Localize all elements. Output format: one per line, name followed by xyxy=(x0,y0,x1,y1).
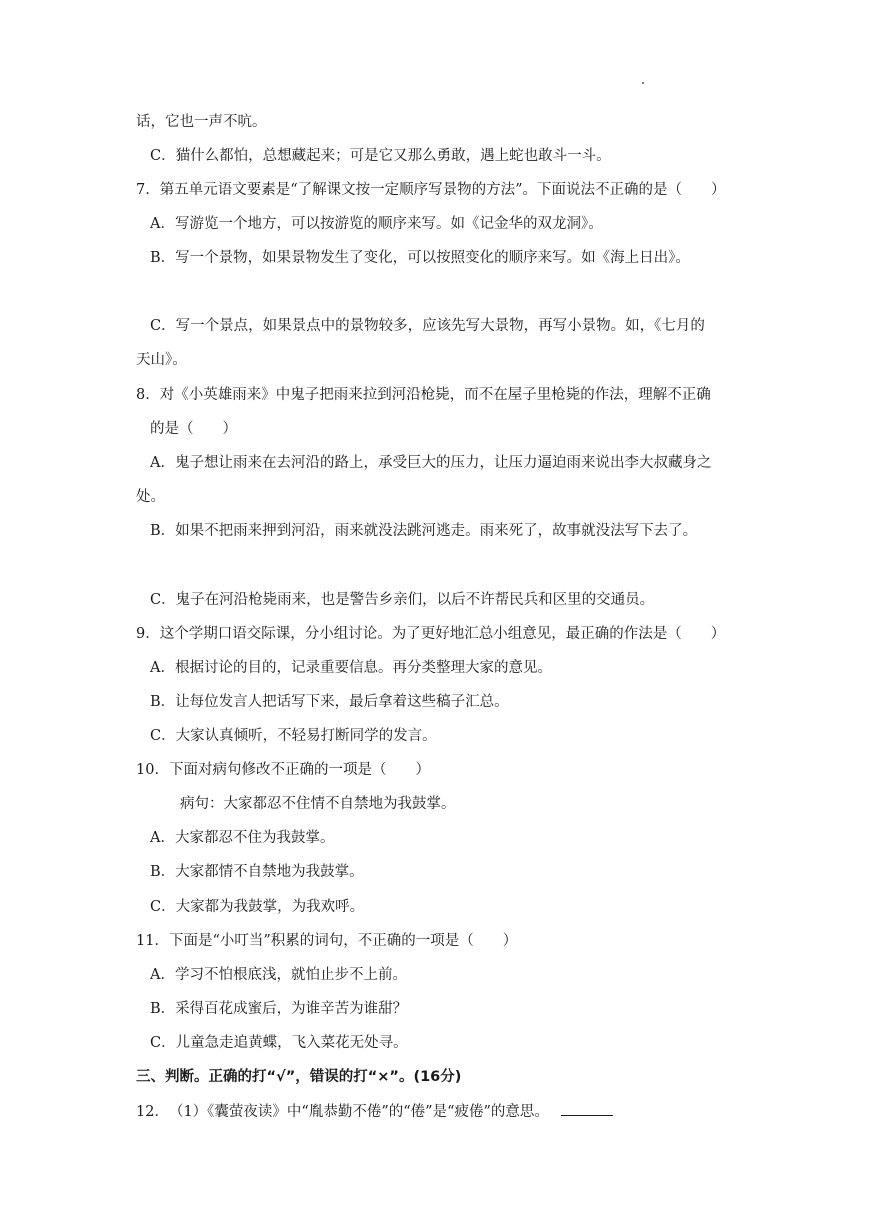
option-b-q10: B．大家都情不自禁地为我鼓掌。 xyxy=(150,864,364,880)
answer-blank[interactable] xyxy=(561,1101,613,1116)
option-a-q8-cont: 处。 xyxy=(136,489,165,505)
option-c-q6: C．猫什么都怕，总想藏起来；可是它又那么勇敢，遇上蛇也敢斗一斗。 xyxy=(150,148,611,164)
option-b-q7: B．写一个景物，如果景物发生了变化，可以按照变化的顺序来写。如《海上日出》。 xyxy=(150,250,690,266)
question-10: 10．下面对病句修改不正确的一项是（ ） xyxy=(136,762,430,778)
question-8: 8．对《小英雄雨来》中鬼子把雨来拉到河沿枪毙，而不在屋子里枪毙的作法，理解不正确 xyxy=(136,387,711,403)
question-7: 7．第五单元语文要素是“了解课文按一定顺序写景物的方法”。下面说法不正确的是（ ） xyxy=(136,182,726,198)
question-11: 11．下面是“小叮当”积累的词句，不正确的一项是（ ） xyxy=(136,933,518,949)
option-a-q7: A．写游览一个地方，可以按游览的顺序来写。如《记金华的双龙洞》。 xyxy=(150,216,603,232)
option-c-q7-cont: 天山》。 xyxy=(136,352,187,368)
question-8-cont: 的是（ ） xyxy=(150,421,237,437)
option-b-q8: B．如果不把雨来押到河沿，雨来就没法跳河逃走。雨来死了，故事就没法写下去了。 xyxy=(150,523,698,539)
option-c-q8: C．鬼子在河沿枪毙雨来，也是警告乡亲们，以后不许帮民兵和区里的交通员。 xyxy=(150,592,655,608)
faulty-sentence: 病句：大家都忍不住情不自禁地为我鼓掌。 xyxy=(180,796,456,812)
option-c-q7: C．写一个景点，如果景点中的景物较多，应该先写大景物，再写小景物。如，《七月的 xyxy=(150,318,705,334)
question-12: 12． （1）《囊萤夜读》中“胤恭勤不倦”的“倦”是“疲倦”的意思。 xyxy=(136,1104,549,1120)
option-a-q10: A．大家都忍不住为我鼓掌。 xyxy=(150,830,335,846)
option-a-q9: A．根据讨论的目的，记录重要信息。再分类整理大家的意见。 xyxy=(150,660,552,676)
option-c-q10: C．大家都为我鼓掌，为我欢呼。 xyxy=(150,899,365,915)
text-line: 话，它也一声不吭。 xyxy=(136,114,267,130)
option-c-q9: C．大家认真倾听，不轻易打断同学的发言。 xyxy=(150,728,437,744)
page-mark xyxy=(642,82,644,84)
section-heading-judgement: 三、判断。正确的打“√”，错误的打“×”。(16分) xyxy=(136,1069,462,1085)
option-a-q11: A．学习不怕根底浅，就怕止步不上前。 xyxy=(150,967,407,983)
option-a-q8: A．鬼子想让雨来在去河沿的路上，承受巨大的压力，让压力逼迫雨来说出李大叔藏身之 xyxy=(150,455,712,471)
question-12-row xyxy=(136,1101,613,1122)
question-9: 9．这个学期口语交际课，分小组讨论。为了更好地汇总小组意见，最正确的作法是（ ） xyxy=(136,626,726,642)
option-c-q11: C．儿童急走追黄蝶，飞入菜花无处寻。 xyxy=(150,1035,408,1051)
option-b-q9: B．让每位发言人把话写下来，最后拿着这些稿子汇总。 xyxy=(150,694,509,710)
option-b-q11: B．采得百花成蜜后，为谁辛苦为谁甜？ xyxy=(150,1001,408,1017)
